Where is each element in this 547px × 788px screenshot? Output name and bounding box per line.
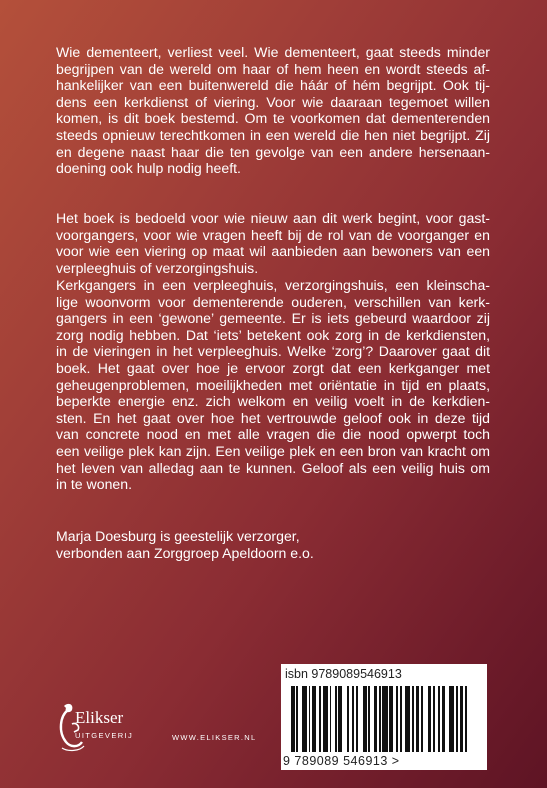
text-line: begrijpen van de wereld om haar of hem heen en wordt steeds af- [56,60,490,77]
text-line: verbonden aan Zorggroep Apeldoorn e.o. [56,544,314,561]
text-line: een veilige plek kan zijn. Een veilige plek en een bron van kracht om [56,442,490,459]
content-paragraph [56,277,490,493]
text-line: Wie dementeert, verliest veel. Wie dementeert, gaat steeds minder [56,44,490,60]
text-line: verpleeghuis of verzorgingshuis. [56,259,259,276]
text-line: voor wie een viering op maat wil aanbieden aan bewoners van een [56,243,490,260]
text-line: hankelijker van een buitenwereld die háár of hém begrijpt. Ook tij- [56,77,490,94]
isbn-label: isbn 9789089546913 [285,667,402,681]
text-line: Kerkgangers in een verpleeghuis, verzorgingshuis, een kleinscha- [56,277,490,293]
text-line: beperkte energie enz. zich welkom en veilig voelt in de kerkdien- [56,393,490,410]
text-line: het leven van alledag aan te kunnen. Geloof als een veilig huis om [56,459,490,476]
barcode-digits: 9 789089 546913 > [283,754,400,768]
isbn-barcode-box [281,664,487,770]
publisher-website: WWW.ELIKSER.NL [172,733,257,742]
text-line: steeds opnieuw terechtkomen in een wereld die hen niet begrijpt. Zij [56,126,490,143]
text-line: gangers in een ‘gewone’ gemeente. Er is iets gebeurd waardoor zij [56,310,490,327]
text-line: boek. Het gaat over hoe je ervoor zorgt dat een kerkganger met [56,359,490,376]
text-line: zorg nodig hebben. Dat ‘iets’ betekent ook zorg in de kerkdiensten, [56,326,490,343]
barcode-bar [467,686,471,752]
text-line: voorgangers, voor wie vragen heeft bij de rol van de voorganger en [56,226,490,243]
text-line: dens een kerkdienst of viering. Voor wie daaraan tegemoet willen [56,93,490,110]
text-line: Het boek is bedoeld voor wie nieuw aan dit werk begint, voor gast- [56,210,490,226]
publisher-subtitle: UITGEVERIJ [75,731,134,740]
text-line: doening ook hulp nodig heeft. [56,160,241,177]
text-line: Marja Doesburg is geestelijk verzorger, [56,528,300,544]
text-line: in te wonen. [56,476,133,493]
author-bio [56,528,490,561]
publisher-name: Elikser [75,708,124,727]
audience-paragraph [56,210,490,276]
text-line: van concrete nood en met alle vragen die die nood opwerpt toch [56,426,490,443]
text-line: geheugenproblemen, moeilijkheden met oriëntatie in tijd en plaats, [56,376,490,393]
text-line: sten. En het gaat over hoe het vertrouwde geloof ook in deze tijd [56,409,490,426]
intro-paragraph [56,44,490,177]
barcode [291,686,471,752]
text-line: komen, is dit boek bestemd. Om te voorkomen dat dementerenden [56,110,490,127]
text-line: en degene naast haar die ten gevolge van een andere hersenaan- [56,143,490,160]
text-line: in de vieringen in het verpleeghuis. Welke ‘zorg’? Daarover gaat dit [56,343,490,360]
text-line: lige woonvorm voor dementerende ouderen, verschillen van kerk- [56,293,490,310]
